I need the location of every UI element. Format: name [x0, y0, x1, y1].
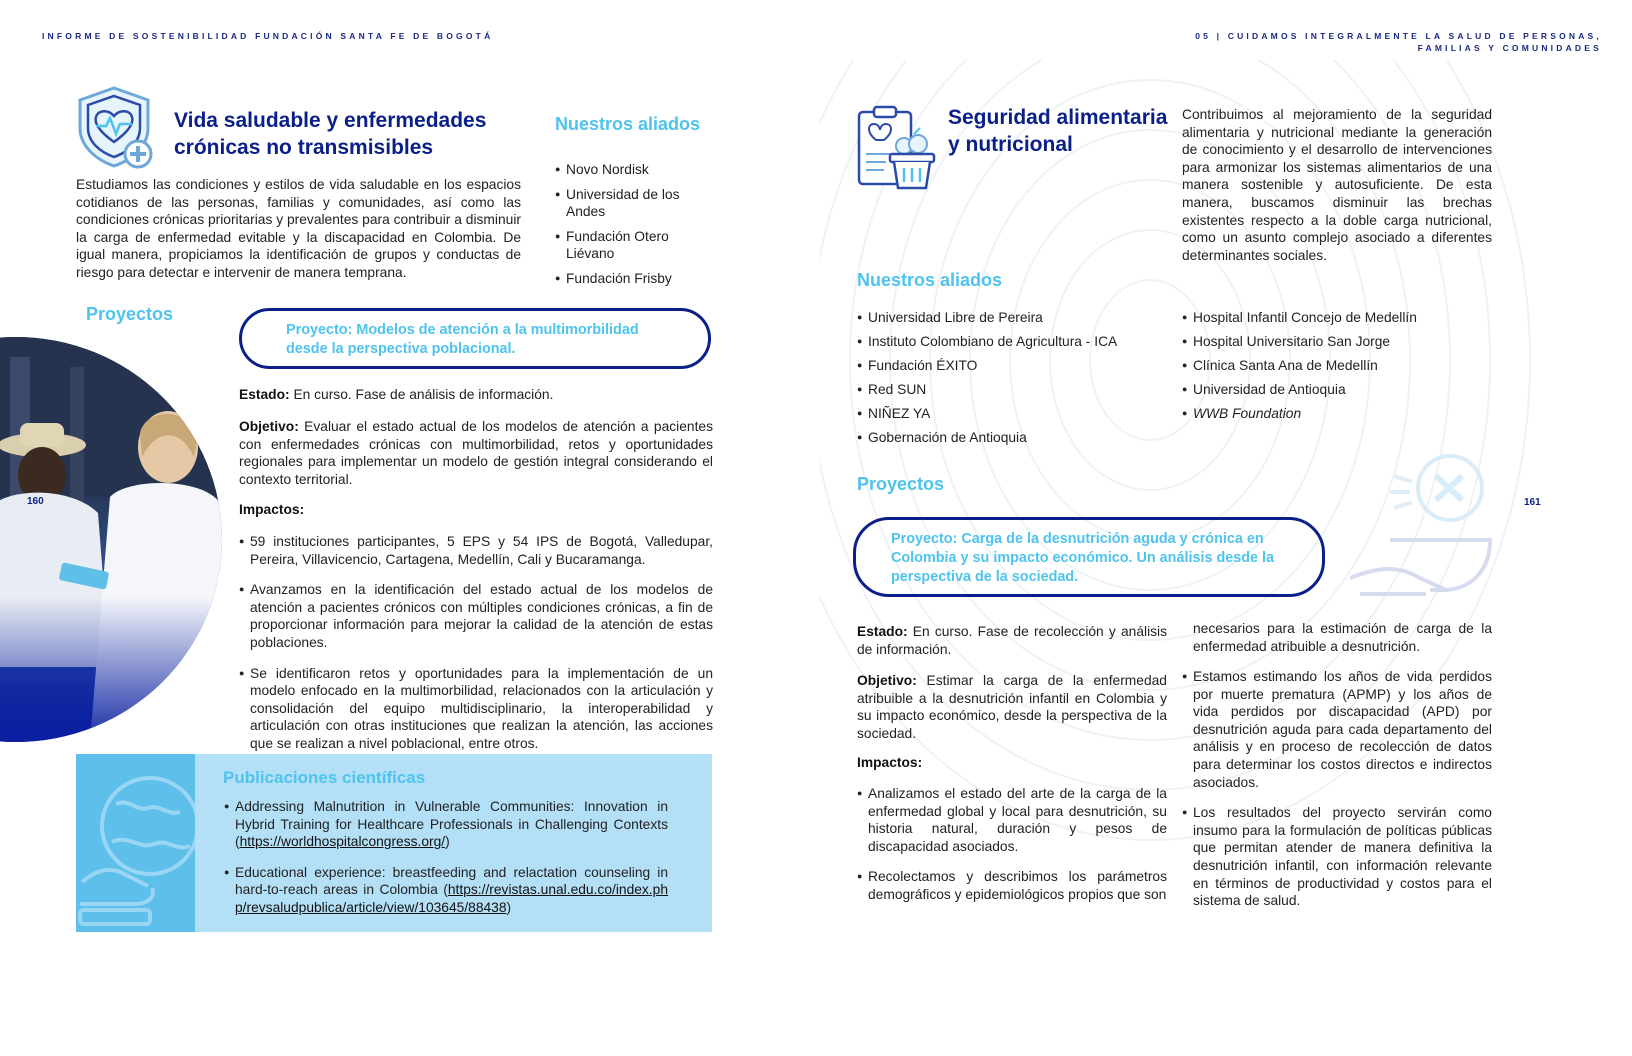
impact-item: ● Los resultados del proyecto servirán como insumo para la formulación de políticas públicas que permitan atender de manera definitiva la desnutrición infantil, con información relevante en términos de productividad y costos para el sistema de salud. — [1182, 804, 1492, 910]
right-title-line2: y nutricional — [948, 133, 1073, 156]
publication-item: ● Educational experience: breastfeeding and relactation counseling in hard-to-reach areas in Colombia (https://revistas.unal.edu.co/index.php/revsaludpublica/article/view/103645/88438) — [224, 864, 668, 917]
right-allies-list-col2 — [1182, 309, 1482, 423]
publication-title: Addressing Malnutrition in Vulnerable Communities: Innovation in Hybrid Training for Healthcare Professionals in Challenging Contexts — [235, 799, 668, 832]
ally-item: ● Hospital Infantil Concejo de Medellín — [1182, 309, 1482, 327]
objetivo-label: Objetivo: — [857, 673, 917, 688]
left-estado — [239, 386, 713, 404]
clipboard-food-basket-icon — [856, 104, 938, 192]
objetivo-label: Objetivo: — [239, 419, 299, 434]
objetivo-text: Estimar la carga de la enfermedad atribuible a la desnutrición infantil en Colombia y su impacto económico, desde la perspectiva de la sociedad. — [857, 673, 1167, 741]
globe-hands-icon — [76, 754, 195, 932]
impact-item: ● Se identificaron retos y oportunidades para la implementación de un modelo enfocado en la multimorbilidad, relacionados con la articulación y consolidación del equipo multidisciplinario, la interoperabilidad y articulación con otras instituciones que realizan la atención, las acciones que se realizan a nivel poblacional, entre otros. — [239, 665, 713, 753]
ally-item: ● Fundación Frisby — [555, 270, 695, 288]
right-page-number: 161 — [1524, 497, 1541, 508]
ally-item: ● Fundación ÉXITO — [857, 357, 1177, 375]
right-estado — [857, 623, 1167, 658]
left-page-number: 160 — [27, 496, 44, 507]
ally-item: ● WWB Foundation — [1182, 405, 1482, 423]
right-page-title — [948, 104, 1178, 158]
right-title-line1: Seguridad alimentaria — [948, 106, 1168, 129]
right-allies-list-col1 — [857, 309, 1177, 447]
impact-item: ● Avanzamos en la identificación del estado actual de los modelos de atención a pacientes crónicos con múltiples condiciones crónicas, a fin de proporcionar información para mejorar la calidad de la atención de estas poblaciones. — [239, 581, 713, 651]
ally-item: ● Red SUN — [857, 381, 1177, 399]
estado-text: En curso. Fase de recolección y análisis de información. — [857, 624, 1167, 657]
impact-item: ● Analizamos el estado del arte de la carga de la enfermedad global y local para desnutrición, su historia natural, duración y pesos de discapacidad asociados. — [857, 785, 1167, 855]
publication-link[interactable]: https://worldhospitalcongress.org/ — [239, 834, 446, 850]
estado-label: Estado: — [857, 624, 908, 639]
ally-item: ● Universidad de los Andes — [555, 186, 695, 221]
publication-title: Educational experience: breastfeeding and relactation counseling in hard-to-reach areas in Colombia — [235, 864, 668, 898]
heart-shield-icon — [76, 84, 158, 170]
publications-box — [76, 754, 712, 932]
right-impactos-list-col1 — [857, 785, 1167, 904]
impactos-label: Impactos: — [857, 755, 923, 770]
left-impactos-label — [239, 501, 304, 519]
publications-title: Publicaciones científicas — [223, 768, 426, 787]
right-impactos-label — [857, 754, 922, 772]
impact-item: ● Recolectamos y describimos los parámetros demográficos y epidemiológicos propios que son — [857, 868, 1167, 903]
chapter-header-line2: FAMILIAS Y COMUNIDADES — [1417, 43, 1602, 53]
impactos-label: Impactos: — [239, 502, 305, 517]
impact-item: ● Estamos estimando los años de vida perdidos por muerte prematura (APMP) y los años de vida perdidos por discapacidad (APD) por desnutrición aguda para cada departamento del análisis y en proceso de recolección de datos para determinar los costos directos e indirectos asociados. — [1182, 668, 1492, 791]
ally-item: ● NIÑEZ YA — [857, 405, 1177, 423]
left-project-name: Proyecto: Modelos de atención a la multimorbilidad desde la perspectiva poblacional. — [286, 322, 639, 357]
ally-item: ● Novo Nordisk — [555, 161, 695, 179]
hand-bowl-decoration-icon — [1350, 448, 1500, 604]
right-allies-title: Nuestros aliados — [857, 270, 1003, 290]
chapter-header-line1: 05 | CUIDAMOS INTEGRALMENTE LA SALUD DE PERSONAS, — [1195, 31, 1602, 41]
doctor-patient-photo — [0, 337, 222, 742]
ally-item: ● Hospital Universitario San Jorge — [1182, 333, 1482, 351]
estado-text: En curso. Fase de análisis de información. — [293, 387, 554, 402]
left-allies-title: Nuestros aliados — [555, 114, 701, 134]
left-intro-paragraph: Estudiamos las condiciones y estilos de vida saludable en los espacios cotidianos de las personas, familias y comunidades, así como las condiciones crónicas prioritarias y prevalentes para contribuir a disminuir la carga de enfermedad evitable y la discapacidad en Colombia. De igual manera, propiciamos la identificación de grupos y conductas de riesgo para detectar e intervenir de manera temprana. — [76, 177, 521, 280]
objetivo-text: Evaluar el estado actual de los modelos de atención a pacientes con enfermedades crónicas con multimorbilidad, retos y oportunidades regionales para implementar un modelo de gestión integral considerando el contexto territorial. — [239, 419, 713, 487]
left-objetivo — [239, 418, 713, 488]
publication-item: ● Addressing Malnutrition in Vulnerable Communities: Innovation in Hybrid Training for Healthcare Professionals in Challenging Contexts (https://worldhospitalcongress.org/) — [224, 798, 668, 851]
left-projects-title: Proyectos — [86, 304, 174, 324]
right-impactos-list-col2 — [1182, 668, 1492, 910]
left-title-line1: Vida saludable y enfermedades — [174, 109, 487, 132]
left-allies-list — [555, 161, 695, 288]
right-project-pill — [853, 517, 1325, 597]
right-projects-title: Proyectos — [857, 474, 945, 494]
right-objetivo — [857, 672, 1167, 742]
left-impactos-list — [239, 533, 713, 753]
impact-item: ● 59 instituciones participantes, 5 EPS y 54 IPS de Bogotá, Valledupar, Pereira, Villavicencio, Cartagena, Medellín, Cali y Bucaramanga. — [239, 533, 713, 568]
chapter-header-right — [1195, 30, 1602, 54]
ally-item: ● Instituto Colombiano de Agricultura - ICA — [857, 333, 1177, 351]
publications-icon-panel — [76, 754, 195, 932]
ally-item: ● Clínica Santa Ana de Medellín — [1182, 357, 1482, 375]
ally-item: ● Universidad de Antioquia — [1182, 381, 1482, 399]
left-project-pill — [239, 308, 711, 369]
left-page-title — [174, 107, 514, 161]
right-intro-paragraph: Contribuimos al mejoramiento de la seguridad alimentaria y nutricional mediante la generación de conocimiento y el desarrollo de intervenciones para armonizar los sistemas alimentarios de una manera sostenible y autosuficiente. De esta manera, buscamos disminuir las brechas existentes respecto a la doble carga nutricional, como un asunto complejo asociado a diferentes determinantes sociales. — [1182, 107, 1492, 263]
left-title-line2: crónicas no transmisibles — [174, 136, 434, 159]
estado-label: Estado: — [239, 387, 290, 402]
right-project-name: Proyecto: Carga de la desnutrición aguda y crónica en Colombia y su impacto económico. Un análisis desde la perspectiva de la sociedad. — [891, 531, 1275, 585]
report-header-left: INFORME DE SOSTENIBILIDAD FUNDACIÓN SANTA FE DE BOGOTÁ — [42, 31, 494, 41]
publications-list — [224, 798, 668, 917]
ally-item: ● Fundación Otero Liévano — [555, 228, 695, 263]
ally-item: ● Universidad Libre de Pereira — [857, 309, 1177, 327]
publication-link[interactable]: https://revistas.unal.edu.co/index.php/revsaludpublica/article/view/103645/88438 — [235, 882, 668, 915]
ally-item: ● Gobernación de Antioquia — [857, 429, 1177, 447]
right-impact-continuation: necesarios para la estimación de carga de la enfermedad atribuible a desnutrición. — [1193, 621, 1492, 654]
